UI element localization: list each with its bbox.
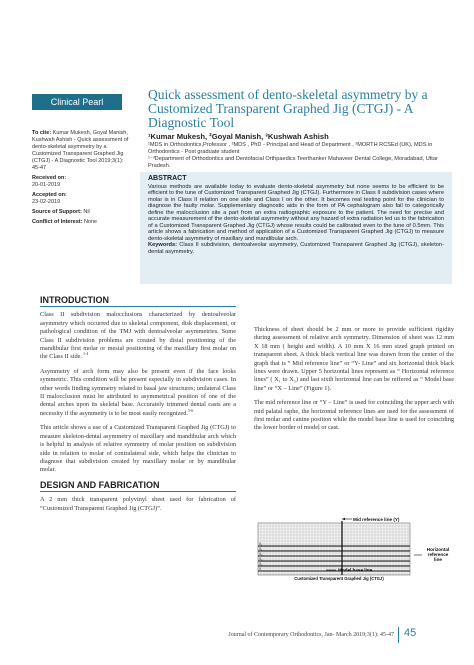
model-base-label: Model base line [338, 567, 373, 573]
horizontal-label-3: line [434, 557, 442, 562]
abstract-text: Various methods are available today to evaluate dento-skeletal asymmetry but none seems to be efficient to be efficient to the tune of Customized Transparent Graphed Jig (CTGJ). Furthermore in Class II subdivision cases where molar is in Class II relation on one side and Class I on the other. It becomes real testing point for the clinician to diagnose the faulty molar. Supplementary diagnostic aids in the form of PA cephalogram also fail to categorically define the malocclusion site a part from an extra radiographic exposure to the patient. The need for precise and accurate measurement of the dento-skeletal asymmetry without any hazard of extra radiation led us to the fabrication of a Customized Transparent Graphed Jig (CTGJ) whose results could be calibrated even to the tune of 0.5mm. This article shows a fabrication and method of application of a Customized Transparent Graphed Jig (CTGJ) to measure dento-skeletal asymmetry of maxillary and mandibular arch. [148, 183, 444, 242]
intro-paragraph-3: This article shows a use of a Customized Transparent Graphed Jig (CTGJ) to measure skeleton-dental asymmetry of maxillary and mandibular arch which is helpful in analysis of relative symmetry of molar position on subdivision side in relation to molar of contralateral side, which helps the clinician to diagnose that subdivision created by maxillary molar or by mandibular molar. [40, 424, 236, 474]
support-value: Nil [83, 209, 90, 215]
footer-journal: Journal of Contemporary Orthodontics, Jan- March 2019;3(1): 45-47 [228, 632, 394, 638]
author-list: ¹Kumar Mukesh, ²Goyal Manish, ³Kushwah Ashish [148, 132, 329, 141]
horizontal-line-label: X₄ [259, 557, 263, 562]
affiliation-line: ¹⁻³Department of Orthodontics and Dentofacial Orthpaedics Teerthanker Mahaveer Dental College, Moradabad, Uttar Pradesh. [148, 156, 438, 170]
conflict-value: None [83, 219, 98, 225]
design-paragraph-1: A 2 mm thick transparent polyvinyl sheet used for fabrication of “Customized Transparent Graphed Jig (CTGJ)”. [40, 496, 236, 512]
right-column [254, 326, 454, 439]
accepted-label: Accepted on: [32, 192, 67, 198]
keywords-label: Keywords: [148, 242, 178, 248]
horizontal-line-label: X₅ [259, 562, 263, 567]
keywords [148, 242, 444, 255]
cite-label: To cite: [32, 130, 52, 136]
graph-background [258, 523, 410, 575]
article-title: Quick assessment of dento-skeletal asymmetry by a Customized Transparent Graphed Jig (CTGJ) - A Diagnostic Tool [148, 87, 428, 130]
accepted-date: 23-02-2019 [32, 199, 61, 205]
intro-paragraph-1 [40, 311, 236, 361]
received-date: 20-01-2019 [32, 182, 61, 188]
horizontal-line-label: X₁ [259, 542, 263, 547]
intro-p2-ref: 5-6 [187, 407, 194, 413]
affiliation-line: ¹MDS in Orthodontics,Professor , ²MDS , PhD - Principal and Head of Department , ²MORTH RCSEd (UK), MDS in Orthodontics - Post graduate student [148, 142, 433, 155]
support-label: Source of Support: [32, 209, 82, 215]
conflict-block [32, 219, 132, 226]
citation-block [32, 130, 132, 172]
support-block [32, 209, 132, 216]
horizontal-line-label: X₃ [259, 552, 263, 557]
received-block [32, 175, 132, 189]
accepted-block [32, 192, 132, 206]
horizontal-label-2: reference [427, 552, 449, 557]
right-paragraph-1: Thickness of sheet should be 2 mm or more to provide sufficient rigidity during assessment of relative arch symmetry. Dimension of sheet was 12 mm X 18 mm ( height and width). A 10 mm X 16 mm sized graph printed on transparent sheet. A thick black vertical line was drawn from the center of the graph that is “ Mid reference line” or “Y- Line” and six horizontal thick black lines were drawn. Upper 5 horizontal lines represent as “ Horizontal reference lines” ( X₁ to X₅) and last sixth horizontal line can be reffered as “ Model base line” or “X – Line” (Figure 1). [254, 326, 454, 392]
horizontal-line-label: X₂ [259, 547, 263, 552]
right-paragraph-2: The mid reference line or “Y – Line” is used for coinciding the upper arch with mid palatal raphe, the horizontal reference lines are used for the assessment of first molar and canine position while the model base line is used for coinciding the lower border of model or cast. [254, 399, 454, 432]
affiliations [148, 142, 448, 171]
page-number: 45 [404, 627, 417, 639]
intro-p2-text: Asymmetry of arch form may also be present even if the face looks symmetric. This condition will be present especially in subdivision cases. In other words finding symmetry related to basal jaw structures; unilateral Class II malocclusion must be attributed to asymmetrical position of one of the dental arches upon its skeletal base. Accurately trimmed dental casts are a necessity if the asymmetry is to be most easily recognized. [40, 367, 236, 417]
figure-ctgj-graph [254, 515, 454, 585]
left-column [40, 296, 236, 519]
article-meta [32, 130, 132, 229]
horizontal-label-1: Horizontal [426, 547, 450, 552]
abstract-box [140, 172, 452, 284]
received-label: Received on: [32, 175, 67, 181]
introduction-heading: INTRODUCTION [40, 296, 236, 307]
figure-caption: Customized Transparent Graphed Jig (CTGJ) [294, 576, 384, 581]
intro-p1-ref: 1-4 [81, 351, 89, 357]
mid-arrow-head [342, 518, 345, 520]
mid-reference-label: Mid reference line (Y) [353, 517, 400, 522]
conflict-label: Conflict of Interest: [32, 219, 83, 225]
graph-grid [258, 523, 410, 575]
intro-p1-text: Class II subdivision malocclusions characterized by dentoalveolar asymmetry which occurred due to skeletal component, disk displacement, or pathological condition of the TMJ with dentoalveolar asymmetries. Some Class II subdivision problems are created by distal positioning of the mandibular first molar or mesial positioning of the maxillary first molar on the Class II side. [40, 311, 236, 361]
design-heading: DESIGN AND FABRICATION [40, 481, 236, 492]
horizontal-line-label: X [259, 567, 262, 572]
article-type-badge: Clinical Pearl [32, 94, 122, 110]
keywords-text: Class II subdivision, dentoalveolar asymmetry, Customized Transparent Graphed Jig (CTGJ), skeleton-dental asymmetry. [148, 242, 444, 255]
abstract-heading: ABSTRACT [148, 175, 187, 182]
intro-paragraph-2 [40, 368, 236, 418]
footer-divider [398, 627, 399, 643]
cite-text: Kumar Mukesh, Goyal Manish, Kushwah Ashish - Quick assessment of dento-skeletal asymmetry by a Customized Transparent Graphed Jig (CTGJ) - A Diagnostic Tool 2019;3(1): 45-47 [32, 130, 129, 171]
